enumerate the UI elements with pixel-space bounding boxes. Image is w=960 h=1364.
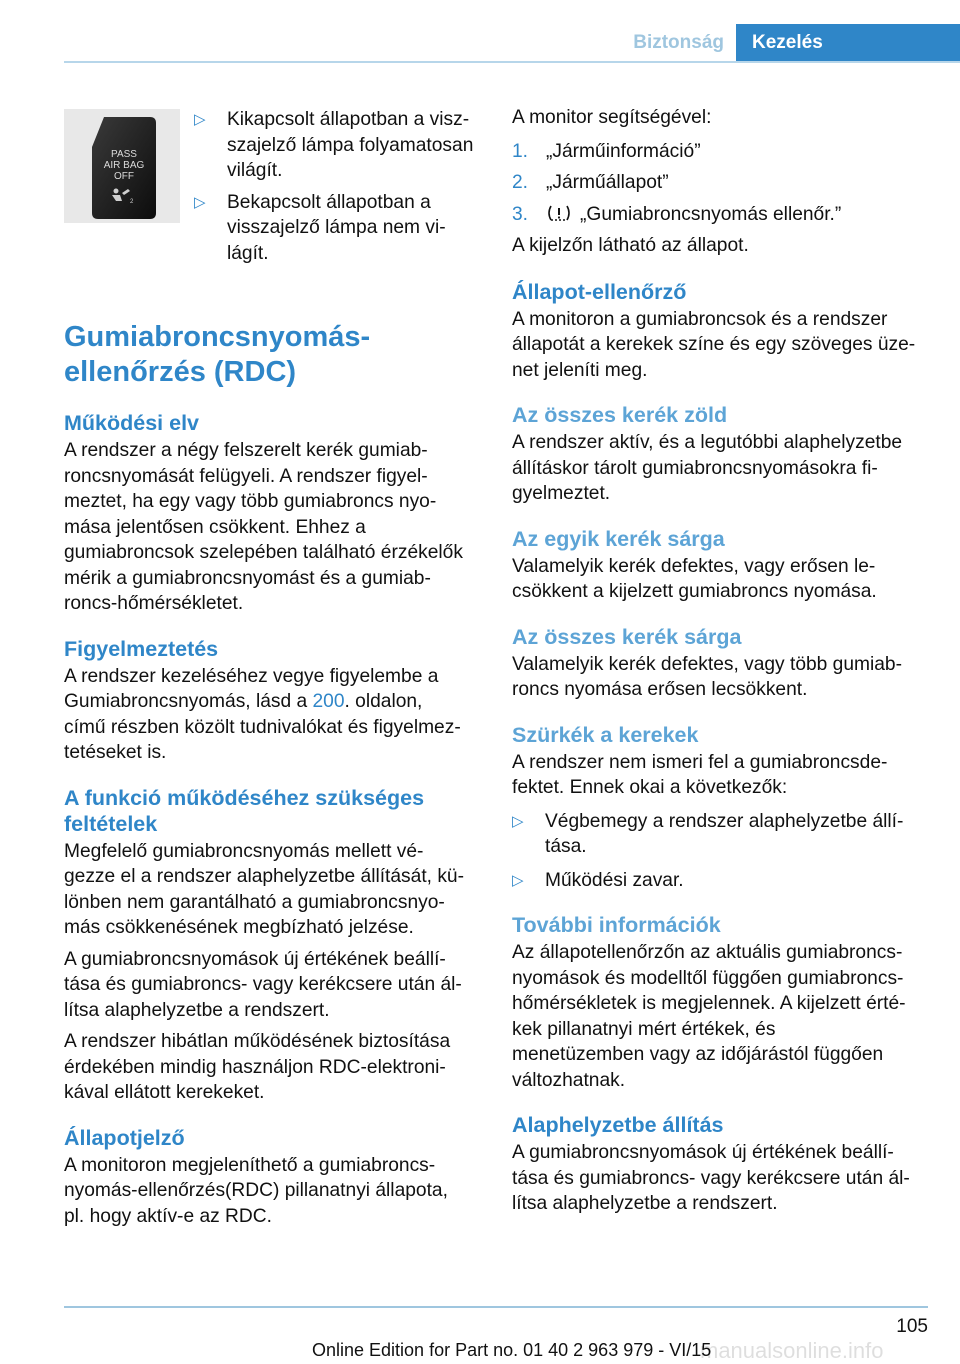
header-divider (64, 61, 960, 63)
text-egyik-sarga: Valamelyik kerék defektes, vagy erősen le- csökkent a kijelzett gumiabroncs nyomása. (512, 555, 877, 602)
text-feltetelek-3: A rendszer hibátlan működésének biztosítása érdekében mindig használjon RDC-elektroni- kával ellátott kerekeket. (64, 1031, 451, 1103)
text-figyelmeztetes-b: . oldalon, című részben közölt tudnivalókat és figyelmez- tetéseket is. (64, 691, 461, 763)
list-item (194, 107, 484, 184)
airbag-line1: PASS (111, 149, 137, 160)
tab-kezeles[interactable]: Kezelés (736, 24, 960, 62)
list-item (512, 170, 928, 196)
list-item (512, 809, 928, 860)
tab-biztonsag[interactable]: Biztonság (633, 32, 724, 53)
text-figyelmeztetes-a: A rendszer kezeléséhez vegye figyelembe a Gumiabroncsnyomás, lásd a (64, 665, 439, 712)
step-number: 1. (512, 140, 529, 162)
watermark: manualsonline.info (700, 1338, 884, 1363)
triangle-bullet-icon: ▷ (512, 871, 524, 889)
heading-allapotjelzo: Állapotjelző (64, 1125, 185, 1150)
heading-tovabbi: További információk (512, 913, 721, 937)
triangle-bullet-icon: ▷ (194, 111, 206, 128)
heading-mukodesi-elv: Működési elv (64, 411, 200, 435)
monitor-intro: A monitor segítségével: (512, 107, 712, 128)
text-feltetelek-1: Megfelelő gumiabroncsnyomás mellett vé- gezze el a rendszer alaphelyzetbe állítását, kü- lönben nem garantálható a gumiabroncsnyo- más csökkenésének megbízható jelzése. (64, 840, 464, 938)
left-main (64, 320, 480, 1229)
triangle-bullet-icon: ▷ (194, 193, 206, 211)
text-feltetelek-2: A gumiabroncsnyomások új értékének beállí- tása és gumiabroncs- vagy kerékcsere után ál- lítsa alaphelyzetbe a rendszert. (64, 948, 462, 1021)
airbag-line2: AIR BAG (103, 160, 145, 171)
list-item (512, 202, 928, 228)
airbag-switch-image (64, 109, 180, 223)
heading-osszes-sarga: Az összes kerék sárga (512, 624, 742, 649)
heading-figyelmeztetes: Figyelmeztetés (64, 636, 219, 661)
footer-divider (64, 1306, 928, 1308)
heading-allapot-ellenorzo: Állapot-ellenőrző (512, 279, 687, 304)
step-number: 2. (512, 172, 529, 193)
text-alaphelyzet: A gumiabroncsnyomások új értékének beállí- tása és gumiabroncs- vagy kerékcsere után ál- lítsa alaphelyzetbe a rendszert. (512, 1142, 910, 1214)
bullet-text: Működési zavar. (545, 869, 684, 891)
step-text: „Gumiabroncsnyomás ellenőr.” (580, 203, 842, 225)
right-main (512, 105, 928, 1217)
bullet-text: Végbemegy a rendszer alaphelyzetbe állí- tása. (545, 810, 904, 857)
tire-pressure-warning-icon (546, 203, 572, 223)
step-text: „Járműállapot” (546, 172, 669, 193)
bullet-text: Kikapcsolt állapotban a visz- szajelző lámpa folyamatosan világít. (227, 109, 474, 181)
text-tovabbi: Az állapotellenőrzőn az aktuális gumiabroncs- nyomások és modelltől függően gumiabroncs- hőmérsékletek is megjelennek. A kijelzett érté- kek pillanatnyi mért értékek, és menetüzemben vagy az időjárástól függően változhatnak. (512, 942, 906, 1091)
page-number: 105 (896, 1316, 928, 1337)
page-link-200[interactable]: 200 (312, 691, 345, 712)
list-item (512, 139, 928, 165)
bullet-text: Bekapcsolt állapotban a visszajelző lámpa nem vi- lágít. (227, 191, 446, 264)
heading-alaphelyzet: Alaphelyzetbe állítás (512, 1113, 724, 1137)
heading-szurkek: Szürkék a kerekek (512, 722, 699, 747)
text-allapotjelzo: A monitoron megjeleníthető a gumiabroncs- nyomás-ellenőrzés(RDC) pillanatnyi állapota, pl. hogy aktív-e az RDC. (64, 1154, 448, 1227)
heading-egyik-sarga: Az egyik kerék sárga (512, 526, 725, 551)
step-text: „Járműinformáció” (546, 140, 701, 162)
svg-text:2: 2 (130, 199, 134, 205)
step-number: 3. (512, 203, 529, 225)
text-osszes-zold: A rendszer aktív, és a legutóbbi alaphelyzetbe állításkor tárolt gumiabroncsnyomásokra fi- gyelmeztet. (512, 432, 903, 504)
text-after-steps: A kijelzőn látható az állapot. (512, 235, 749, 256)
text-figyelmeztetes (64, 664, 480, 766)
section-title: Gumiabroncsnyomás- ellenőrzés (RDC) (64, 321, 371, 388)
heading-feltetelek: A funkció működéséhez szükséges feltételek (64, 785, 425, 836)
text-mukodesi-elv: A rendszer a négy felszerelt kerék gumiab- roncsnyomását felügyeli. A rendszer figyel- meztet, ha egy vagy több gumiabroncs nyo- mása jelentősen csökkent. Ehhez a gumiabroncsok szelepében található érzékelők mérik a gumiabroncsnyomást és a gumiab- roncs-hőmérsékletet. (64, 440, 463, 614)
edition-text: Online Edition for Part no. 01 40 2 963 979 - VI/15 (312, 1340, 712, 1360)
heading-osszes-zold: Az összes kerék zöld (512, 403, 728, 427)
airbag-switch-icon (64, 109, 180, 223)
airbag-line3: OFF (114, 171, 134, 182)
text-szurkek: A rendszer nem ismeri fel a gumiabroncsde- fektet. Ennek okai a következők: (512, 751, 888, 798)
triangle-bullet-icon: ▷ (512, 812, 524, 830)
text-allapot-ellenorzo: A monitoron a gumiabroncsok és a rendszer állapotát a kerekek színe és egy szöveges üze- net jeleníti meg. (512, 308, 916, 381)
list-item (194, 190, 484, 267)
text-osszes-sarga: Valamelyik kerék defektes, vagy több gumiab- roncs nyomása erősen lecsökkent. (512, 653, 902, 700)
list-item (512, 868, 928, 894)
